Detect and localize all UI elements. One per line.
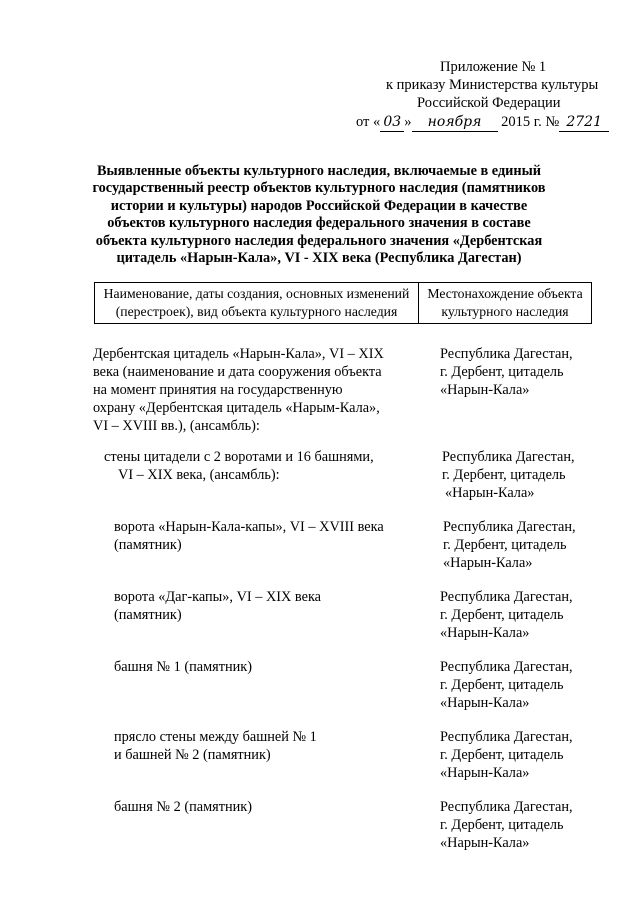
table-row-location: Республика Дагестан, г. Дербент, цитадель «Нарын-Кала»: [440, 729, 573, 781]
appendix-date-line: [356, 113, 609, 132]
table-row-name: стены цитадели с 2 воротами и 16 башнями, VI – XIX века, (ансамбль):: [104, 449, 374, 483]
document-title: Выявленные объекты культурного наследия, включаемые в единый государственный реестр объектов культурного наследия (памятников истории и культуры) народов Российской Федерации в качестве объектов культурного наследия федерального значения в составе объекта культурного наследия федерального значения «Дербентская цитадель «Нарын-Кала», VI - XIX века (Республика Дагестан): [92, 163, 546, 267]
table-row-name: башня № 2 (памятник): [114, 799, 253, 815]
appendix-order-ref: к приказу Министерства культуры: [386, 77, 599, 93]
table-row-name: башня № 1 (памятник): [114, 659, 253, 675]
table-row-name: Дербентская цитадель «Нарын-Кала», VI – XIX века (наименование и дата сооружения объекта на момент принятия на государственную охрану «Дербентская цитадель «Нарым-Кала», VI – XVIII вв.), (ансамбль):: [93, 346, 384, 434]
table-row-name: прясло стены между башней № 1 и башней № 2 (памятник): [114, 729, 317, 763]
table-row-location: Республика Дагестан, г. Дербент, цитадель «Нарын-Кала»: [440, 346, 573, 398]
appendix-number: Приложение № 1: [440, 59, 547, 75]
table-row-location: Республика Дагестан, г. Дербент, цитадель «Нарын-Кала»: [440, 659, 573, 711]
date-day: 03: [380, 113, 404, 132]
table-row-location: Республика Дагестан, г. Дербент, цитадель «Нарын-Кала»: [443, 519, 576, 571]
date-prefix: от «: [356, 114, 381, 130]
table-row-name: ворота «Нарын-Кала-капы», VI – XVIII века (памятник): [114, 519, 384, 553]
header-location-column: Местонахождение объекта культурного наследия: [427, 286, 583, 319]
date-number: 2721: [559, 113, 609, 132]
table-header: [94, 282, 592, 324]
date-month: ноября: [412, 113, 498, 132]
date-mid: »: [404, 114, 412, 130]
table-row-location: Республика Дагестан, г. Дербент, цитадель «Нарын-Кала»: [442, 449, 575, 501]
table-row-location: Республика Дагестан, г. Дербент, цитадель «Нарын-Кала»: [440, 589, 573, 641]
table-row-name: ворота «Даг-капы», VI – XIX века (памятник): [114, 589, 322, 623]
appendix-ministry: Российской Федерации: [417, 95, 561, 111]
date-year: 2015 г. №: [501, 114, 560, 130]
header-name-column: Наименование, даты создания, основных изменений (перестроек), вид объекта культурного наследия: [95, 283, 419, 323]
table-row-location: Республика Дагестан, г. Дербент, цитадель «Нарын-Кала»: [440, 799, 573, 851]
